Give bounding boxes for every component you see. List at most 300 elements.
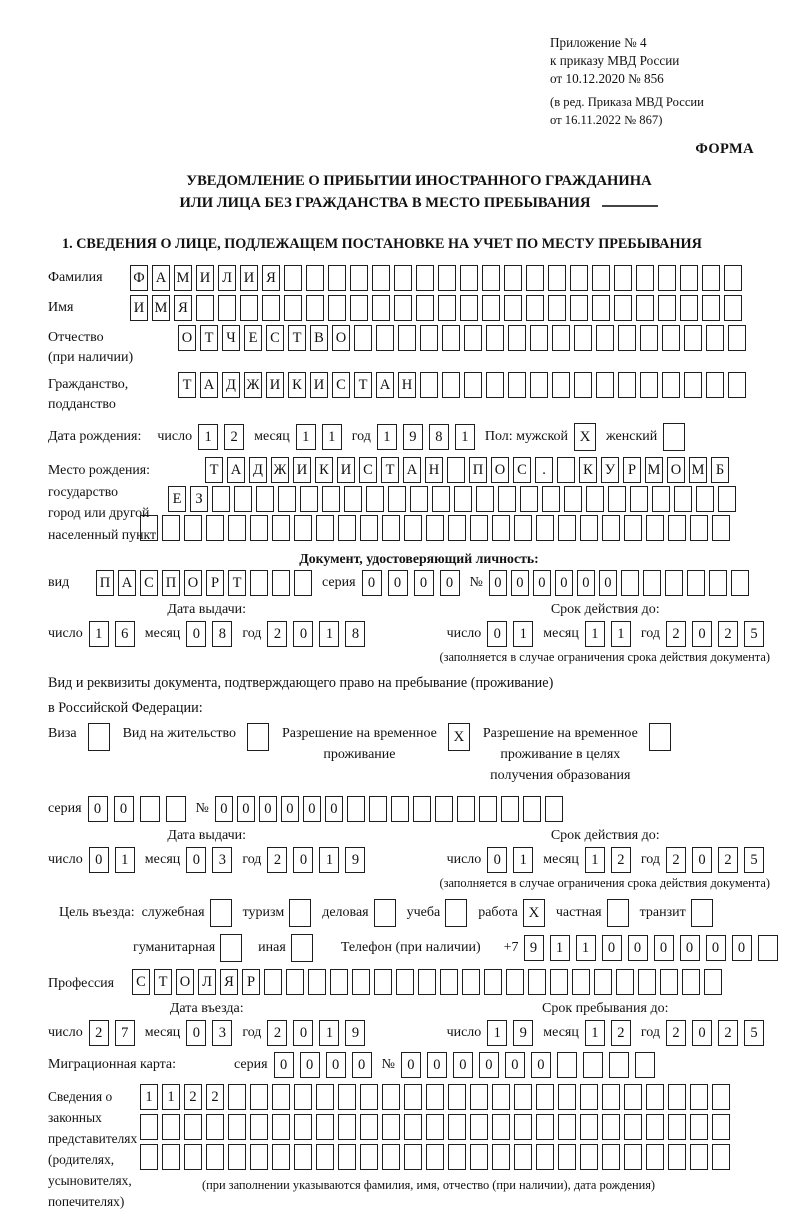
char-cell[interactable]: М	[152, 295, 170, 321]
char-cell[interactable]	[592, 265, 610, 291]
char-cell[interactable]	[618, 372, 636, 398]
char-cell[interactable]	[382, 515, 400, 541]
char-cell[interactable]	[486, 325, 504, 351]
char-cell[interactable]	[514, 515, 532, 541]
char-cell[interactable]: Т	[288, 325, 306, 351]
char-cell[interactable]	[398, 325, 416, 351]
char-cell[interactable]	[586, 486, 604, 512]
birth-place-input-row2[interactable]	[168, 486, 790, 512]
char-cell[interactable]	[640, 372, 658, 398]
char-cell[interactable]	[616, 969, 634, 995]
char-cell[interactable]	[206, 1114, 224, 1140]
char-cell[interactable]: 1	[611, 621, 631, 647]
permit-issue-year-input[interactable]	[267, 847, 365, 873]
char-cell[interactable]	[536, 515, 554, 541]
phone-input[interactable]	[524, 935, 778, 961]
char-cell[interactable]: К	[579, 457, 597, 483]
char-cell[interactable]: 0	[362, 570, 382, 596]
char-cell[interactable]	[687, 570, 705, 596]
char-cell[interactable]: 0	[303, 796, 321, 822]
char-cell[interactable]	[596, 372, 614, 398]
char-cell[interactable]: 5	[744, 1020, 764, 1046]
char-cell[interactable]	[572, 969, 590, 995]
char-cell[interactable]	[501, 796, 519, 822]
char-cell[interactable]	[88, 723, 110, 751]
char-cell[interactable]	[530, 325, 548, 351]
given-name-input[interactable]	[130, 295, 742, 321]
char-cell[interactable]	[445, 899, 467, 927]
char-cell[interactable]: Д	[249, 457, 267, 483]
char-cell[interactable]: 0	[489, 570, 507, 596]
char-cell[interactable]	[662, 372, 680, 398]
char-cell[interactable]	[564, 486, 582, 512]
char-cell[interactable]	[447, 457, 465, 483]
char-cell[interactable]: 0	[237, 796, 255, 822]
char-cell[interactable]: 3	[212, 1020, 232, 1046]
char-cell[interactable]: 1	[319, 1020, 339, 1046]
char-cell[interactable]	[665, 570, 683, 596]
char-cell[interactable]	[250, 570, 268, 596]
char-cell[interactable]	[614, 265, 632, 291]
char-cell[interactable]: 0	[680, 935, 700, 961]
char-cell[interactable]	[548, 295, 566, 321]
char-cell[interactable]: В	[310, 325, 328, 351]
char-cell[interactable]	[580, 1114, 598, 1140]
char-cell[interactable]	[162, 1114, 180, 1140]
representatives-input-row2[interactable]	[140, 1114, 790, 1140]
char-cell[interactable]	[360, 1084, 378, 1110]
char-cell[interactable]: Я	[174, 295, 192, 321]
char-cell[interactable]: 0	[326, 1052, 346, 1078]
permit-valid-year-input[interactable]	[666, 847, 764, 873]
char-cell[interactable]: X	[574, 423, 596, 451]
char-cell[interactable]: 2	[718, 1020, 738, 1046]
char-cell[interactable]	[712, 1084, 730, 1110]
char-cell[interactable]	[250, 1114, 268, 1140]
char-cell[interactable]	[526, 295, 544, 321]
char-cell[interactable]: X	[523, 899, 545, 927]
char-cell[interactable]	[492, 515, 510, 541]
char-cell[interactable]: Т	[200, 325, 218, 351]
char-cell[interactable]: О	[176, 969, 194, 995]
char-cell[interactable]	[432, 486, 450, 512]
char-cell[interactable]	[640, 325, 658, 351]
char-cell[interactable]: 0	[186, 621, 206, 647]
char-cell[interactable]: 7	[115, 1020, 135, 1046]
birth-month-input[interactable]	[296, 424, 342, 450]
char-cell[interactable]	[462, 969, 480, 995]
char-cell[interactable]	[206, 1144, 224, 1170]
char-cell[interactable]: С	[132, 969, 150, 995]
char-cell[interactable]: 0	[114, 796, 134, 822]
char-cell[interactable]	[508, 372, 526, 398]
char-cell[interactable]: Е	[168, 486, 186, 512]
char-cell[interactable]: 6	[115, 621, 135, 647]
char-cell[interactable]: 2	[224, 424, 244, 450]
char-cell[interactable]	[508, 325, 526, 351]
char-cell[interactable]: X	[448, 723, 470, 751]
char-cell[interactable]: 0	[414, 570, 434, 596]
char-cell[interactable]	[614, 295, 632, 321]
char-cell[interactable]: 2	[611, 1020, 631, 1046]
char-cell[interactable]	[316, 1084, 334, 1110]
char-cell[interactable]	[448, 1084, 466, 1110]
char-cell[interactable]	[558, 1114, 576, 1140]
char-cell[interactable]: 0	[533, 570, 551, 596]
char-cell[interactable]	[557, 1052, 577, 1078]
doc-series-input[interactable]	[362, 570, 460, 596]
char-cell[interactable]: 0	[654, 935, 674, 961]
char-cell[interactable]	[354, 325, 372, 351]
char-cell[interactable]: 8	[345, 621, 365, 647]
char-cell[interactable]	[520, 486, 538, 512]
char-cell[interactable]: 1	[550, 935, 570, 961]
purpose-turizm-checkbox[interactable]	[289, 899, 311, 927]
char-cell[interactable]	[206, 515, 224, 541]
gender-female-checkbox[interactable]	[663, 423, 685, 451]
char-cell[interactable]	[228, 1114, 246, 1140]
char-cell[interactable]: 0	[487, 847, 507, 873]
char-cell[interactable]	[294, 1144, 312, 1170]
char-cell[interactable]	[250, 1144, 268, 1170]
char-cell[interactable]: 2	[718, 621, 738, 647]
doc-issue-year-input[interactable]	[267, 621, 365, 647]
char-cell[interactable]	[690, 1084, 708, 1110]
char-cell[interactable]: 1	[89, 621, 109, 647]
char-cell[interactable]	[286, 969, 304, 995]
doc-issue-month-input[interactable]	[186, 621, 232, 647]
profession-input[interactable]	[132, 969, 722, 995]
char-cell[interactable]	[416, 265, 434, 291]
char-cell[interactable]: 0	[692, 621, 712, 647]
char-cell[interactable]	[426, 1144, 444, 1170]
char-cell[interactable]	[536, 1084, 554, 1110]
char-cell[interactable]: 1	[585, 621, 605, 647]
char-cell[interactable]	[166, 796, 186, 822]
char-cell[interactable]	[418, 969, 436, 995]
doc-valid-day-input[interactable]	[487, 621, 533, 647]
char-cell[interactable]	[291, 934, 313, 962]
char-cell[interactable]	[523, 796, 541, 822]
gender-male-checkbox[interactable]	[574, 423, 596, 451]
char-cell[interactable]: 0	[186, 847, 206, 873]
char-cell[interactable]: И	[196, 265, 214, 291]
char-cell[interactable]	[330, 969, 348, 995]
entry-year-input[interactable]	[267, 1020, 365, 1046]
char-cell[interactable]: 0	[300, 1052, 320, 1078]
char-cell[interactable]: 0	[487, 621, 507, 647]
char-cell[interactable]	[344, 486, 362, 512]
char-cell[interactable]: 0	[215, 796, 233, 822]
char-cell[interactable]	[758, 935, 778, 961]
char-cell[interactable]	[272, 1114, 290, 1140]
char-cell[interactable]	[328, 295, 346, 321]
char-cell[interactable]	[306, 265, 324, 291]
char-cell[interactable]: 9	[513, 1020, 533, 1046]
char-cell[interactable]	[360, 1114, 378, 1140]
char-cell[interactable]	[394, 295, 412, 321]
char-cell[interactable]	[196, 295, 214, 321]
char-cell[interactable]	[250, 1084, 268, 1110]
char-cell[interactable]: М	[689, 457, 707, 483]
char-cell[interactable]	[580, 1084, 598, 1110]
char-cell[interactable]	[404, 1144, 422, 1170]
char-cell[interactable]: Л	[198, 969, 216, 995]
char-cell[interactable]: 1	[487, 1020, 507, 1046]
char-cell[interactable]: С	[359, 457, 377, 483]
char-cell[interactable]	[338, 1114, 356, 1140]
char-cell[interactable]: 0	[599, 570, 617, 596]
char-cell[interactable]	[470, 515, 488, 541]
char-cell[interactable]	[272, 515, 290, 541]
char-cell[interactable]: 1	[585, 847, 605, 873]
patronymic-input[interactable]	[178, 325, 746, 351]
char-cell[interactable]	[552, 325, 570, 351]
doc-valid-year-input[interactable]	[666, 621, 764, 647]
stay-month-input[interactable]	[585, 1020, 631, 1046]
char-cell[interactable]	[426, 1084, 444, 1110]
char-cell[interactable]	[514, 1114, 532, 1140]
char-cell[interactable]	[602, 1114, 620, 1140]
char-cell[interactable]	[212, 486, 230, 512]
char-cell[interactable]	[618, 325, 636, 351]
char-cell[interactable]	[570, 265, 588, 291]
char-cell[interactable]: О	[178, 325, 196, 351]
char-cell[interactable]	[712, 515, 730, 541]
char-cell[interactable]: 0	[732, 935, 752, 961]
char-cell[interactable]	[548, 265, 566, 291]
char-cell[interactable]: Я	[262, 265, 280, 291]
char-cell[interactable]	[328, 265, 346, 291]
surname-input[interactable]	[130, 265, 742, 291]
char-cell[interactable]: 0	[692, 1020, 712, 1046]
char-cell[interactable]	[391, 796, 409, 822]
char-cell[interactable]	[360, 515, 378, 541]
doc-number-input[interactable]	[489, 570, 749, 596]
char-cell[interactable]	[558, 1144, 576, 1170]
char-cell[interactable]	[636, 265, 654, 291]
char-cell[interactable]	[420, 372, 438, 398]
char-cell[interactable]	[492, 1144, 510, 1170]
char-cell[interactable]: Ч	[222, 325, 240, 351]
char-cell[interactable]	[294, 1084, 312, 1110]
char-cell[interactable]: 1	[162, 1084, 180, 1110]
char-cell[interactable]	[435, 796, 453, 822]
char-cell[interactable]	[602, 515, 620, 541]
char-cell[interactable]: 1	[115, 847, 135, 873]
char-cell[interactable]: И	[240, 265, 258, 291]
char-cell[interactable]: Р	[206, 570, 224, 596]
char-cell[interactable]	[607, 899, 629, 927]
char-cell[interactable]: Р	[623, 457, 641, 483]
char-cell[interactable]: 2	[666, 847, 686, 873]
char-cell[interactable]	[504, 265, 522, 291]
char-cell[interactable]	[536, 1144, 554, 1170]
char-cell[interactable]	[594, 969, 612, 995]
char-cell[interactable]	[256, 486, 274, 512]
char-cell[interactable]	[294, 1114, 312, 1140]
char-cell[interactable]: 0	[427, 1052, 447, 1078]
migration-series-input[interactable]	[274, 1052, 372, 1078]
char-cell[interactable]: С	[332, 372, 350, 398]
char-cell[interactable]	[284, 265, 302, 291]
char-cell[interactable]: Д	[222, 372, 240, 398]
char-cell[interactable]: 0	[186, 1020, 206, 1046]
char-cell[interactable]	[712, 1144, 730, 1170]
purpose-ucheba-checkbox[interactable]	[445, 899, 467, 927]
char-cell[interactable]	[706, 372, 724, 398]
char-cell[interactable]	[388, 486, 406, 512]
char-cell[interactable]: 1	[322, 424, 342, 450]
char-cell[interactable]: 2	[267, 1020, 287, 1046]
char-cell[interactable]	[492, 1084, 510, 1110]
char-cell[interactable]	[272, 1084, 290, 1110]
char-cell[interactable]	[498, 486, 516, 512]
char-cell[interactable]: 0	[555, 570, 573, 596]
char-cell[interactable]	[308, 969, 326, 995]
char-cell[interactable]	[284, 295, 302, 321]
char-cell[interactable]: 3	[212, 847, 232, 873]
char-cell[interactable]	[382, 1084, 400, 1110]
char-cell[interactable]: 2	[611, 847, 631, 873]
doc-type-input[interactable]	[96, 570, 312, 596]
char-cell[interactable]	[731, 570, 749, 596]
birth-day-input[interactable]	[198, 424, 244, 450]
char-cell[interactable]	[410, 486, 428, 512]
char-cell[interactable]: 1	[296, 424, 316, 450]
char-cell[interactable]: 1	[455, 424, 475, 450]
char-cell[interactable]	[184, 1144, 202, 1170]
char-cell[interactable]	[240, 295, 258, 321]
char-cell[interactable]: 1	[576, 935, 596, 961]
char-cell[interactable]: 0	[505, 1052, 525, 1078]
char-cell[interactable]	[643, 570, 661, 596]
permit-number-input[interactable]	[215, 796, 563, 822]
char-cell[interactable]: К	[288, 372, 306, 398]
birth-place-input-row1[interactable]	[205, 457, 790, 483]
char-cell[interactable]	[724, 295, 742, 321]
char-cell[interactable]	[464, 325, 482, 351]
char-cell[interactable]	[696, 486, 714, 512]
char-cell[interactable]: И	[293, 457, 311, 483]
char-cell[interactable]	[728, 325, 746, 351]
char-cell[interactable]	[278, 486, 296, 512]
char-cell[interactable]: Ж	[271, 457, 289, 483]
char-cell[interactable]: 8	[429, 424, 449, 450]
char-cell[interactable]: С	[266, 325, 284, 351]
char-cell[interactable]: Н	[425, 457, 443, 483]
char-cell[interactable]	[316, 515, 334, 541]
char-cell[interactable]	[316, 1114, 334, 1140]
purpose-inaya-checkbox[interactable]	[291, 934, 313, 962]
char-cell[interactable]	[514, 1084, 532, 1110]
char-cell[interactable]	[322, 486, 340, 512]
purpose-delovaya-checkbox[interactable]	[374, 899, 396, 927]
char-cell[interactable]	[396, 969, 414, 995]
char-cell[interactable]: У	[601, 457, 619, 483]
char-cell[interactable]	[558, 515, 576, 541]
purpose-chastnaya-checkbox[interactable]	[607, 899, 629, 927]
char-cell[interactable]	[574, 325, 592, 351]
char-cell[interactable]	[220, 934, 242, 962]
char-cell[interactable]	[528, 969, 546, 995]
char-cell[interactable]	[580, 1144, 598, 1170]
char-cell[interactable]: 0	[511, 570, 529, 596]
char-cell[interactable]	[482, 265, 500, 291]
char-cell[interactable]: П	[469, 457, 487, 483]
permit-issue-month-input[interactable]	[186, 847, 232, 873]
char-cell[interactable]	[476, 486, 494, 512]
char-cell[interactable]	[264, 969, 282, 995]
char-cell[interactable]: 0	[281, 796, 299, 822]
entry-day-input[interactable]	[89, 1020, 135, 1046]
char-cell[interactable]: Т	[228, 570, 246, 596]
char-cell[interactable]	[668, 1114, 686, 1140]
char-cell[interactable]	[347, 796, 365, 822]
char-cell[interactable]	[690, 1114, 708, 1140]
char-cell[interactable]: А	[403, 457, 421, 483]
char-cell[interactable]: 9	[345, 847, 365, 873]
char-cell[interactable]	[580, 515, 598, 541]
temp-permit-checkbox[interactable]	[448, 723, 470, 751]
char-cell[interactable]: 1	[513, 621, 533, 647]
char-cell[interactable]	[140, 1114, 158, 1140]
char-cell[interactable]: Ф	[130, 265, 148, 291]
char-cell[interactable]	[706, 325, 724, 351]
char-cell[interactable]	[294, 570, 312, 596]
char-cell[interactable]	[404, 1114, 422, 1140]
char-cell[interactable]	[426, 515, 444, 541]
char-cell[interactable]: 5	[744, 847, 764, 873]
char-cell[interactable]	[316, 1144, 334, 1170]
char-cell[interactable]	[448, 1114, 466, 1140]
char-cell[interactable]	[338, 1084, 356, 1110]
char-cell[interactable]: 1	[319, 621, 339, 647]
char-cell[interactable]	[646, 1084, 664, 1110]
char-cell[interactable]	[247, 723, 269, 751]
char-cell[interactable]	[558, 1084, 576, 1110]
char-cell[interactable]	[630, 486, 648, 512]
char-cell[interactable]	[234, 486, 252, 512]
char-cell[interactable]: О	[332, 325, 350, 351]
char-cell[interactable]	[609, 1052, 629, 1078]
char-cell[interactable]: А	[200, 372, 218, 398]
permit-valid-month-input[interactable]	[585, 847, 631, 873]
char-cell[interactable]: 9	[345, 1020, 365, 1046]
char-cell[interactable]: Т	[354, 372, 372, 398]
visa-checkbox[interactable]	[88, 723, 110, 751]
char-cell[interactable]	[652, 486, 670, 512]
char-cell[interactable]	[574, 372, 592, 398]
char-cell[interactable]: Т	[154, 969, 172, 995]
char-cell[interactable]	[426, 1114, 444, 1140]
char-cell[interactable]: 0	[401, 1052, 421, 1078]
residence-permit-checkbox[interactable]	[247, 723, 269, 751]
char-cell[interactable]	[416, 295, 434, 321]
char-cell[interactable]	[702, 265, 720, 291]
char-cell[interactable]: .	[535, 457, 553, 483]
char-cell[interactable]: С	[513, 457, 531, 483]
representatives-input-row3[interactable]	[140, 1144, 790, 1170]
char-cell[interactable]	[228, 1084, 246, 1110]
char-cell[interactable]: 9	[524, 935, 544, 961]
char-cell[interactable]: 0	[531, 1052, 551, 1078]
char-cell[interactable]	[668, 1084, 686, 1110]
char-cell[interactable]	[542, 486, 560, 512]
char-cell[interactable]: Т	[205, 457, 223, 483]
char-cell[interactable]	[718, 486, 736, 512]
char-cell[interactable]	[728, 372, 746, 398]
